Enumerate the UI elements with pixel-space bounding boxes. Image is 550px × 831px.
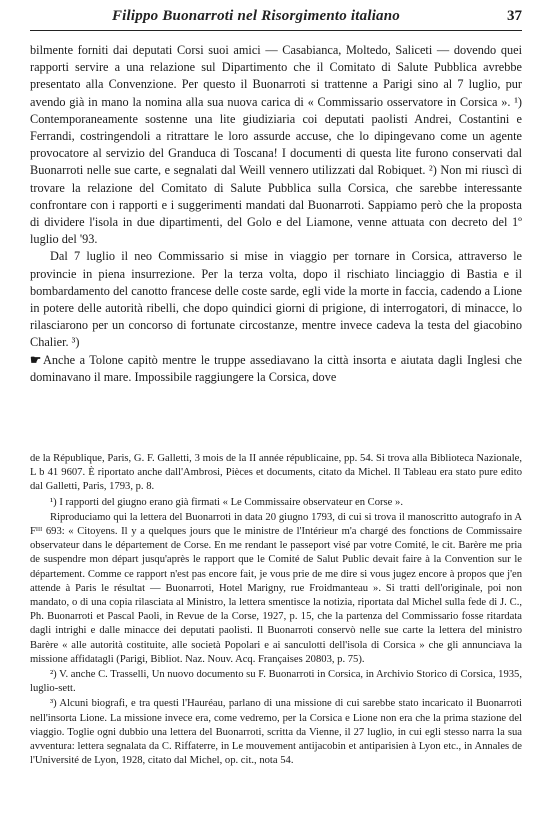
- paragraph-2: Dal 7 luglio il neo Commissario si mise in viaggio per tornare in Corsica, attraverso le provincie in piena insurrezione. Per la terza volta, dopo il rischiato linciaggio di Bastia e il bombardamento del canotto francese delle coste sarde, egli vide la morte in faccia, cadendo a Lione in potere delle autorità ribelli, che dopo quindici giorni di prigione, di interrogatori, di minacce, lo rilasciarono per un concorso di fortunate circostanze, mentre invece cadeva la testa del giacobino Chalier. ³): [30, 249, 522, 350]
- footnote-1: ¹) I rapporti del giugno erano già firmati « Le Commissaire observateur en Corse ».: [50, 496, 403, 508]
- header-rule: [30, 30, 522, 31]
- paragraph-1: bilmente forniti dai deputati Corsi suoi amici — Casabianca, Moltedo, Saliceti — dovendo quei rapporti servire a una relazione sul Dipartimento che il Comitato di Salute Pubblica avrebbe presentato alla Convenzione. Per questo il Buonarroti si trattenne a Parigi sino al 7 luglio, pur avendo già in mano la nomina alla sua nuova carica di « Commissario osservatore in Corsica ». ¹) Contemporaneamente sostenne una lite giudiziaria coi deputati paolisti Andrei, Costantini e Ferrandi, costringendoli a ritrattare le loro assurde accuse, che lo dipingevano come un agente provocatore al servizio del Granduca di Toscana! I documenti di questa lite furono conservati dal Buonarroti nelle sue carte, e segnalati dal Weill vennero utilizzati dal Robiquet. ²) Non mi riuscì di trovare la relazione del Comitato di Salute Pubblica sulla Corsica, che sarebbe interessante confrontare con i rapporti e i suggerimenti mandati dal Buonarroti. Sappiamo però che la proposta di dividere l'isola in due dipartimenti, del Golo e del Liamone, venne attuata con decreto del 1º luglio del '93.: [30, 43, 522, 247]
- running-title: Filippo Buonarroti nel Risorgimento italiano: [111, 8, 401, 24]
- running-header: [30, 6, 522, 30]
- paragraph-3-text: Anche a Tolone capitò mentre le truppe assediavano la città insorta e aiutata dagli Inglesi che dominavano il mare. Impossibile raggiungere la Corsica, dove: [30, 352, 522, 384]
- footnotes: [30, 452, 522, 769]
- footnote-continuation: de la République, Paris, G. F. Galletti, 3 mois de la II année républicaine, pp. 54. Si trova alla Biblioteca Nazionale, L b 41 9607. È riportato anche dall'Ambrosi, Pièces et documents, citato da Michel. Il Tableau era stato pure edito dal Galletti, Paris, 1793, p. 8.: [30, 453, 522, 493]
- footnote-3: ³) Alcuni biografi, e tra questi l'Hauréau, parlano di una missione di cui sarebbe stato incaricato il Buonarroti nell'insorta Lione. La missione invece era, come vedremo, per la Corsica e Lione non era che la prima stazione del viaggio. Toglie ogni dubbio una lettera del Buonarroti, scritta da Vienne, il 27 luglio, in cui egli stesso narra la sua avventura: lettera segnalata da C. Riffaterre, in Le mouvement antijacobin et antiparisien à Lyon etc., in Annales de l'Université de Lyon, 1928, citato dal Michel, op. cit., nota 54.: [30, 698, 522, 767]
- footnote-1-letter: Riproduciamo qui la lettera del Buonarroti in data 20 giugno 1793, di cui si trova il manoscritto autografo in A Fᴵᴵᴵ 693: « Citoyens. Il y a quelques jours que le ministre de l'Intérieur m'a chargé des fonctions de Commissaire observateur dans le département de Corse. En me rendant le passeport visé par votre Comité, le cit. Barère me pria de suspendre mon départ jusqu'après le rapport que le Comité de Salut Public devait faire à la Convention sur le département. Comme ce rapport n'est pas encore fait, je vous prie de me dire si vous jugez encore à propos que j'en attende à Paris le résultat — Buonarroti, Hotel Marigny, rue Froidmanteau ». Si tratti dell'originale, poi non mandato, o di una copia rilasciata al Ministro, la lettera smentisce la notizia, riportata dal Michel sulla fede di J. C., Ph. Buonarroti et Pascal Paoli, in Revue de la Corse, 1927, p. 15, che la partenza del Commissario fosse ritardata dagli intrighi e dalle minacce dei deputati paolisti. Il Buonarroti conservò nelle sue carte la lettera del ministro Barère « alle autorità costituite, alle società Popolari e ai sanculotti dell'isola di Corsica » che gli annunciava la missione affidatagli (Parigi, Bibliot. Naz. Nouv. Acq. Françaises 20803, p. 75).: [30, 511, 522, 665]
- main-text: [30, 42, 522, 386]
- paragraph-3: [30, 352, 522, 386]
- pointing-hand-icon: ☛: [30, 352, 42, 367]
- page-number: 37: [507, 8, 522, 24]
- footnote-2: ²) V. anche C. Trasselli, Un nuovo documento su F. Buonarroti in Corsica, in Archivio Storico di Corsica, 1935, luglio-sett.: [30, 669, 522, 695]
